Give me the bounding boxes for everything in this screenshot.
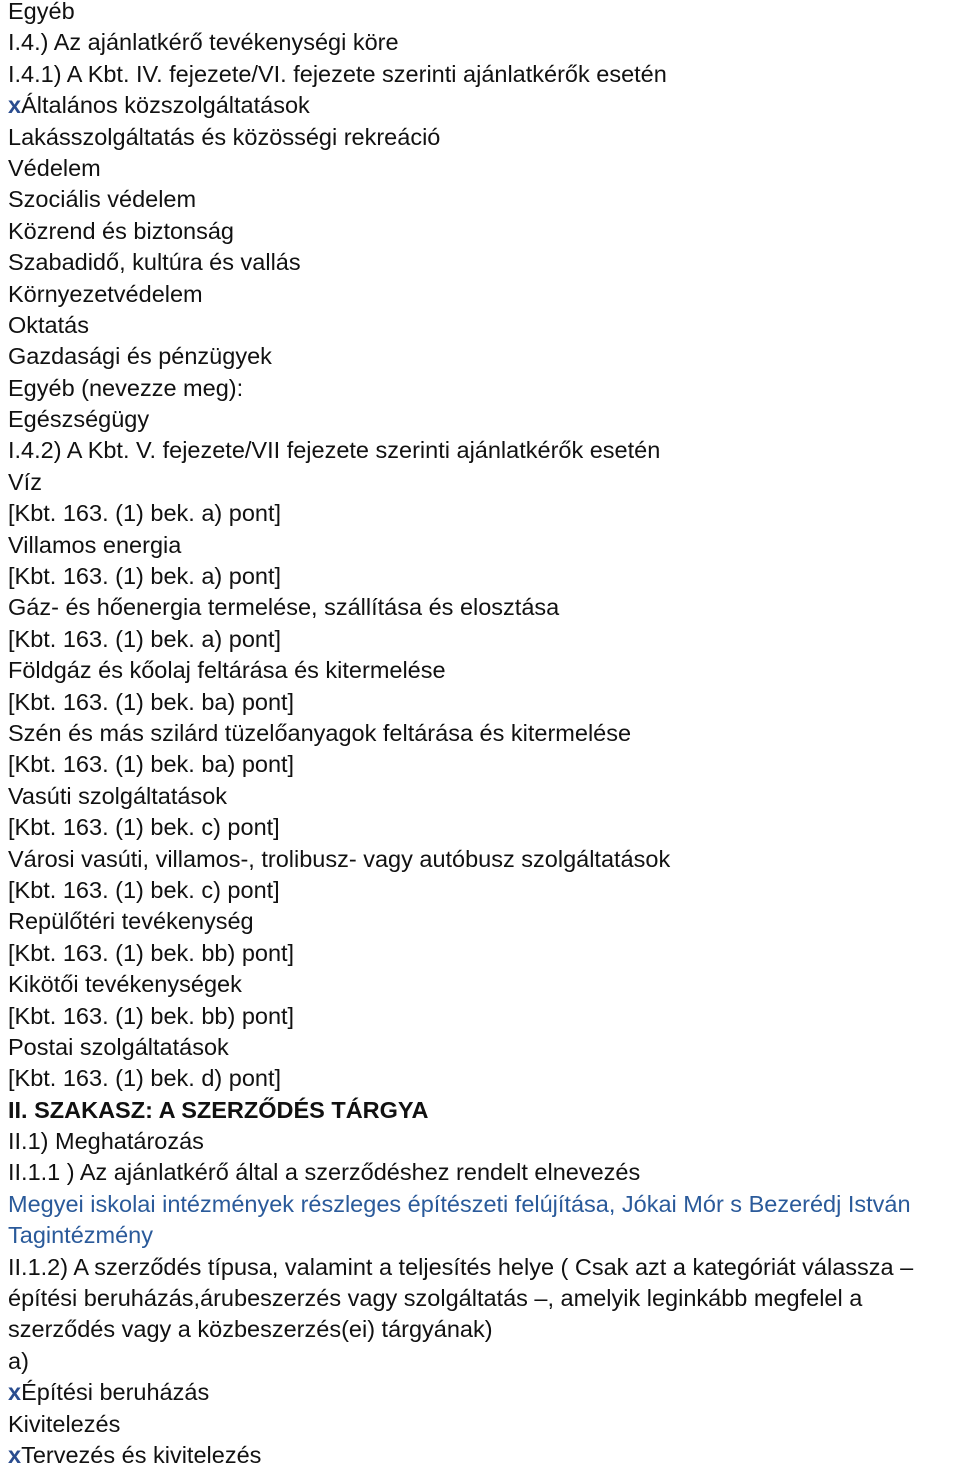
option-line: Lakásszolgáltatás és közösségi rekreáció [8, 123, 441, 150]
selected-mark: x [8, 92, 22, 119]
selected-mark: x [8, 1442, 22, 1469]
option-line: Közrend és biztonság [8, 217, 235, 244]
doc-line: Egyéb [8, 0, 75, 24]
legal-reference: [Kbt. 163. (1) bek. d) pont] [8, 1065, 282, 1092]
option-line: a) [8, 1347, 29, 1374]
legal-reference: [Kbt. 163. (1) bek. a) pont] [8, 563, 282, 590]
legal-reference: [Kbt. 163. (1) bek. c) pont] [8, 814, 280, 841]
option-line: Környezetvédelem [8, 280, 203, 307]
legal-reference: [Kbt. 163. (1) bek. bb) pont] [8, 939, 295, 966]
option-line: Gáz- és hőenergia termelése, szállítása és elosztása [8, 594, 560, 621]
option-selected [8, 90, 960, 121]
selected-mark: x [8, 1379, 22, 1406]
option-line: Kivitelezés [8, 1410, 121, 1437]
option-line: Kikötői tevékenységek [8, 971, 242, 998]
option-line: Városi vasúti, villamos-, trolibusz- vagy autóbusz szolgáltatások [8, 845, 671, 872]
legal-reference: [Kbt. 163. (1) bek. ba) pont] [8, 751, 295, 778]
subsection-heading: I.4.2) A Kbt. V. fejezete/VII fejezete szerinti ajánlatkérők esetén [8, 437, 661, 464]
option-line: Gazdasági és pénzügyek [8, 343, 272, 370]
option-line: Egészségügy [8, 406, 150, 433]
option-line: Földgáz és kőolaj feltárása és kitermelése [8, 657, 446, 684]
contract-title-value: Megyei iskolai intézmények részleges építészeti felújítása, Jókai Mór s Bezerédj István Tagintézmény [8, 1190, 911, 1249]
option-line: Vasúti szolgáltatások [8, 782, 228, 809]
option-line: Oktatás [8, 311, 89, 338]
section-heading-activity: I.4.) Az ajánlatkérő tevékenységi köre [8, 29, 399, 56]
legal-reference: [Kbt. 163. (1) bek. bb) pont] [8, 1002, 295, 1029]
option-selected [8, 1440, 960, 1471]
option-line: Repülőtéri tevékenység [8, 908, 254, 935]
subsection-heading: II.1.1 ) Az ajánlatkérő által a szerződéshez rendelt elnevezés [8, 1159, 641, 1186]
option-line: Védelem [8, 154, 101, 181]
subsection-heading: II.1.2) A szerződés típusa, valamint a teljesítés helye ( Csak azt a kategóriát válassza – építési beruházás,árubeszerzés vagy szolgáltatás –, amelyik leginkább megfelel a szerződés vagy a közbeszerzés(ei) tárgyának) [8, 1253, 914, 1343]
option-line: Villamos energia [8, 531, 182, 558]
option-line: Víz [8, 468, 42, 495]
option-line: Postai szolgáltatások [8, 1033, 229, 1060]
legal-reference: [Kbt. 163. (1) bek. a) pont] [8, 500, 282, 527]
legal-reference: [Kbt. 163. (1) bek. c) pont] [8, 876, 280, 903]
section-title: II. SZAKASZ: A SZERZŐDÉS TÁRGYA [8, 1096, 429, 1123]
legal-reference: [Kbt. 163. (1) bek. ba) pont] [8, 688, 295, 715]
subsection-heading: II.1) Meghatározás [8, 1128, 204, 1155]
option-label: Tervezés és kivitelezés [21, 1442, 262, 1469]
option-line: Egyéb (nevezze meg): [8, 374, 244, 401]
legal-reference: [Kbt. 163. (1) bek. a) pont] [8, 625, 282, 652]
document-page [8, 0, 960, 1471]
option-label: Építési beruházás [21, 1379, 210, 1406]
option-label: Általános közszolgáltatások [21, 92, 310, 119]
option-line: Szociális védelem [8, 186, 197, 213]
option-selected [8, 1377, 960, 1408]
subsection-heading: I.4.1) A Kbt. IV. fejezete/VI. fejezete szerinti ajánlatkérők esetén [8, 60, 667, 87]
option-line: Szén és más szilárd tüzelőanyagok feltárása és kitermelése [8, 719, 632, 746]
option-line: Szabadidő, kultúra és vallás [8, 249, 301, 276]
